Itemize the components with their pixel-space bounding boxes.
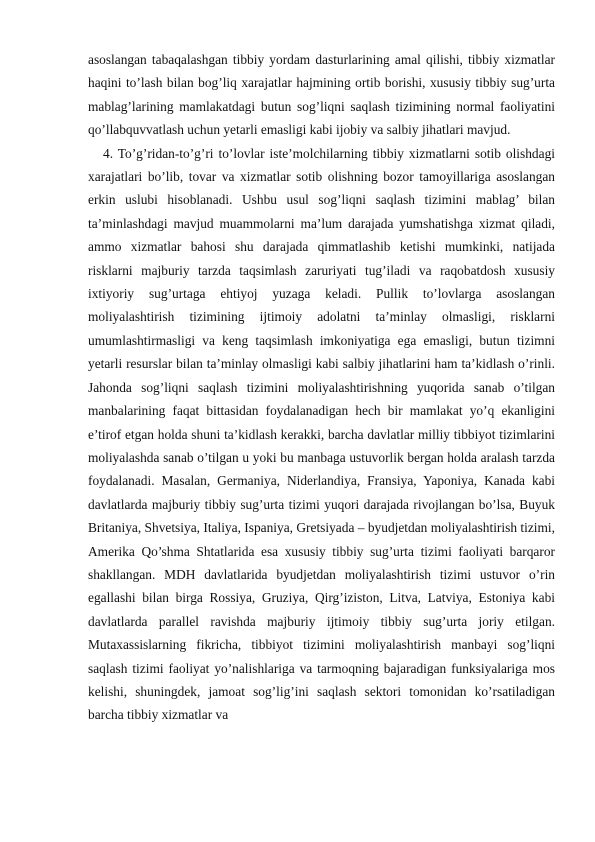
paragraph-item-4: 4. To’g’ridan-to’g’ri to’lovlar iste’molchilarning tibbiy xizmatlarni sotib olishdagi xarajatlari bo’lib, tovar va xizmatlar sotib olishning bozor tamoyillariga asoslangan erkin uslubi hisoblanadi. Ushbu usul sog’liqni saqlash tizimini mablag’ bilan ta’minlashdagi mavjud muammolarni ma’lum darajada yumshatishga xizmat qiladi, ammo xizmatlar bahosi shu darajada qimmatlashib ketishi mumkinki, natijada risklarni majburiy tarzda taqsimlash zaruriyati tug’iladi va raqobatdosh xususiy ixtiyoriy sug’urtaga ehtiyoj yuzaga keladi. Pullik to’lovlarga asoslangan moliyalashtirish tizimining ijtimoiy adolatni ta’minlay olmasligi, risklarni umumlashtirmasligi va keng taqsimlash imkoniyatiga ega emasligi, butun tizimni yetarli resurslar bilan ta’minlay olmasligi kabi salbiy jihatlarini ham ta’kidlash o’rinli. Jahonda sog’liqni saqlash tizimini moliyalashtirishning yuqorida sanab o’tilgan manbalarining faqat bittasidan foydalanadigan hech bir mamlakat yo’q ekanligini e’tirof etgan holda shuni ta’kidlash kerakki, barcha davlatlar milliy tibbiyot tizimlarini moliyalashda sanab o’tilgan u yoki bu manbaga ustuvorlik bergan holda aralash tarzda foydalanadi. Masalan, Germaniya, Niderlandiya, Fransiya, Yaponiya, Kanada kabi davlatlarda majburiy tibbiy sug’urta tizimi yuqori darajada rivojlangan bo’lsa, Buyuk Britaniya, Shvetsiya, Italiya, Ispaniya, Gretsiyada – byudjetdan moliyalashtirish tizimi, Amerika Qo’shma Shtatlarida esa xususiy tibbiy sug’urta tizimi faoliyati barqaror shakllangan. MDH davlatlarida byudjetdan moliyalashtirish tizimi ustuvor o’rin egallashi bilan birga Rossiya, Gruziya, Qirg’iziston, Litva, Latviya, Estoniya kabi davlatlarda parallel ravishda majburiy ijtimoiy tibbiy sug’urta joriy etilgan. Mutaxassislarning fikricha, tibbiyot tizimini moliyalashtirish manbayi sog’liqni saqlash tizimi faoliyat yo’nalishlariga va tarmoqning bajaradigan funksiyalariga mos kelishi, shuningdek, jamoat sog’lig’ini saqlash sektori tomonidan ko’rsatiladigan barcha tibbiy xizmatlar va xyxy=(88,145,555,723)
document-page xyxy=(88,48,555,727)
paragraph-continuation: asoslangan tabaqalashgan tibbiy yordam dasturlarining amal qilishi, tibbiy xizmatlar haqini to’lash bilan bog’liq xarajatlar hajmining ortib borishi, xususiy tibbiy sug’urta mablag’larining mamlakatdagi butun sog’liqni saqlash tizimining normal faoliyatini qo’llabquvvatlash uchun yetarli emasligi kabi ijobiy va salbiy jihatlari mavjud. xyxy=(88,52,555,138)
